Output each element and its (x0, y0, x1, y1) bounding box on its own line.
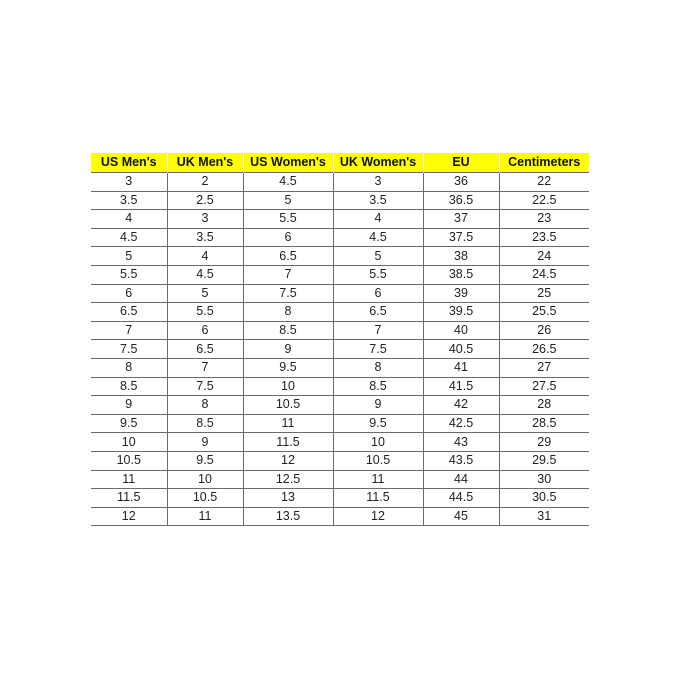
column-header-us-womens: US Women's (243, 153, 333, 173)
table-cell-uk-womens: 6.5 (333, 303, 423, 322)
table-cell-us-mens: 6 (91, 284, 167, 303)
table-cell-uk-mens: 10 (167, 470, 243, 489)
table-cell-us-mens: 4 (91, 210, 167, 229)
table-cell-uk-womens: 5.5 (333, 265, 423, 284)
table-cell-uk-mens: 4 (167, 247, 243, 266)
table-row (91, 228, 589, 247)
table-cell-centimeters: 26.5 (499, 340, 589, 359)
table-cell-uk-womens: 7 (333, 321, 423, 340)
table-row (91, 433, 589, 452)
table-cell-us-mens: 7 (91, 321, 167, 340)
table-cell-eu: 36.5 (423, 191, 499, 210)
column-header-uk-mens: UK Men's (167, 153, 243, 173)
table-cell-us-womens: 13.5 (243, 507, 333, 526)
table-cell-us-mens: 3.5 (91, 191, 167, 210)
table-cell-uk-womens: 6 (333, 284, 423, 303)
column-header-uk-womens: UK Women's (333, 153, 423, 173)
table-cell-us-mens: 5.5 (91, 265, 167, 284)
table-cell-centimeters: 25 (499, 284, 589, 303)
table-cell-uk-womens: 10 (333, 433, 423, 452)
table-cell-us-womens: 10.5 (243, 396, 333, 415)
table-cell-us-mens: 6.5 (91, 303, 167, 322)
table-cell-uk-mens: 2.5 (167, 191, 243, 210)
table-cell-centimeters: 31 (499, 507, 589, 526)
table-row (91, 451, 589, 470)
table-row (91, 414, 589, 433)
table-cell-us-womens: 6 (243, 228, 333, 247)
table-cell-uk-mens: 5 (167, 284, 243, 303)
column-header-centimeters: Centimeters (499, 153, 589, 173)
table-row (91, 191, 589, 210)
table-cell-centimeters: 25.5 (499, 303, 589, 322)
table-cell-centimeters: 28 (499, 396, 589, 415)
table-cell-us-womens: 8 (243, 303, 333, 322)
table-row (91, 173, 589, 192)
table-cell-uk-mens: 3 (167, 210, 243, 229)
table-cell-uk-womens: 3 (333, 173, 423, 192)
table-cell-uk-mens: 6.5 (167, 340, 243, 359)
table-cell-us-womens: 12 (243, 451, 333, 470)
table-cell-us-womens: 11 (243, 414, 333, 433)
table-cell-uk-womens: 11.5 (333, 489, 423, 508)
table-cell-uk-mens: 3.5 (167, 228, 243, 247)
table-row (91, 247, 589, 266)
table-cell-us-womens: 12.5 (243, 470, 333, 489)
table-cell-eu: 37 (423, 210, 499, 229)
table-cell-us-mens: 8.5 (91, 377, 167, 396)
table-cell-centimeters: 26 (499, 321, 589, 340)
table-cell-us-mens: 3 (91, 173, 167, 192)
table-cell-us-womens: 4.5 (243, 173, 333, 192)
table-cell-us-mens: 5 (91, 247, 167, 266)
table-cell-uk-mens: 4.5 (167, 265, 243, 284)
table-cell-eu: 39.5 (423, 303, 499, 322)
table-row (91, 396, 589, 415)
table-cell-uk-womens: 8 (333, 358, 423, 377)
table-cell-centimeters: 27 (499, 358, 589, 377)
column-header-eu: EU (423, 153, 499, 173)
table-cell-us-womens: 10 (243, 377, 333, 396)
table-row (91, 321, 589, 340)
table-cell-us-mens: 12 (91, 507, 167, 526)
table-cell-centimeters: 28.5 (499, 414, 589, 433)
table-cell-uk-womens: 8.5 (333, 377, 423, 396)
table-cell-eu: 45 (423, 507, 499, 526)
table-cell-uk-mens: 7.5 (167, 377, 243, 396)
table-cell-us-womens: 5.5 (243, 210, 333, 229)
table-cell-us-mens: 8 (91, 358, 167, 377)
table-cell-uk-mens: 8.5 (167, 414, 243, 433)
table-cell-uk-womens: 4 (333, 210, 423, 229)
table-cell-eu: 38.5 (423, 265, 499, 284)
table-row (91, 507, 589, 526)
table-cell-centimeters: 23 (499, 210, 589, 229)
table-cell-uk-womens: 4.5 (333, 228, 423, 247)
table-cell-eu: 40 (423, 321, 499, 340)
table-cell-uk-mens: 5.5 (167, 303, 243, 322)
table-cell-uk-womens: 9.5 (333, 414, 423, 433)
table-body (91, 173, 589, 526)
table-cell-eu: 40.5 (423, 340, 499, 359)
column-header-us-mens: US Men's (91, 153, 167, 173)
table-cell-uk-mens: 11 (167, 507, 243, 526)
table-cell-uk-womens: 12 (333, 507, 423, 526)
table-cell-uk-womens: 3.5 (333, 191, 423, 210)
table-cell-uk-womens: 5 (333, 247, 423, 266)
table-row (91, 265, 589, 284)
table-cell-uk-mens: 7 (167, 358, 243, 377)
table-cell-eu: 38 (423, 247, 499, 266)
table-cell-uk-mens: 8 (167, 396, 243, 415)
table-cell-centimeters: 24.5 (499, 265, 589, 284)
table-cell-us-womens: 9 (243, 340, 333, 359)
table-cell-eu: 42 (423, 396, 499, 415)
table-cell-eu: 44.5 (423, 489, 499, 508)
table-cell-us-mens: 7.5 (91, 340, 167, 359)
table-row (91, 358, 589, 377)
table-cell-uk-mens: 9.5 (167, 451, 243, 470)
table-cell-us-mens: 11.5 (91, 489, 167, 508)
table-cell-centimeters: 22 (499, 173, 589, 192)
table-row (91, 470, 589, 489)
table-cell-us-womens: 9.5 (243, 358, 333, 377)
table-cell-uk-mens: 6 (167, 321, 243, 340)
table-cell-eu: 43.5 (423, 451, 499, 470)
table-cell-us-mens: 4.5 (91, 228, 167, 247)
table-cell-centimeters: 23.5 (499, 228, 589, 247)
table-cell-centimeters: 30.5 (499, 489, 589, 508)
table-cell-uk-mens: 10.5 (167, 489, 243, 508)
table-cell-uk-mens: 2 (167, 173, 243, 192)
table-cell-us-womens: 7.5 (243, 284, 333, 303)
table-row (91, 340, 589, 359)
table-cell-us-womens: 8.5 (243, 321, 333, 340)
table-cell-us-mens: 9 (91, 396, 167, 415)
table-row (91, 210, 589, 229)
table-cell-us-womens: 5 (243, 191, 333, 210)
table-row (91, 303, 589, 322)
table-cell-us-womens: 6.5 (243, 247, 333, 266)
table-cell-eu: 37.5 (423, 228, 499, 247)
size-conversion-table (91, 153, 589, 526)
table-cell-centimeters: 30 (499, 470, 589, 489)
table-cell-uk-mens: 9 (167, 433, 243, 452)
table-row (91, 489, 589, 508)
table-cell-uk-womens: 11 (333, 470, 423, 489)
table-cell-eu: 41.5 (423, 377, 499, 396)
table-cell-us-mens: 10 (91, 433, 167, 452)
table-cell-eu: 44 (423, 470, 499, 489)
table-cell-centimeters: 22.5 (499, 191, 589, 210)
header-row (91, 153, 589, 173)
table-row (91, 377, 589, 396)
table-cell-centimeters: 29.5 (499, 451, 589, 470)
table-row (91, 284, 589, 303)
table-cell-us-womens: 11.5 (243, 433, 333, 452)
table-cell-centimeters: 27.5 (499, 377, 589, 396)
table-cell-centimeters: 24 (499, 247, 589, 266)
table-cell-us-womens: 13 (243, 489, 333, 508)
table-cell-uk-womens: 10.5 (333, 451, 423, 470)
table-cell-us-womens: 7 (243, 265, 333, 284)
table-cell-eu: 39 (423, 284, 499, 303)
table-cell-eu: 36 (423, 173, 499, 192)
table-cell-us-mens: 11 (91, 470, 167, 489)
table-cell-eu: 41 (423, 358, 499, 377)
table-cell-uk-womens: 7.5 (333, 340, 423, 359)
table-cell-centimeters: 29 (499, 433, 589, 452)
table-cell-eu: 42.5 (423, 414, 499, 433)
table-cell-us-mens: 10.5 (91, 451, 167, 470)
table-cell-uk-womens: 9 (333, 396, 423, 415)
table-cell-us-mens: 9.5 (91, 414, 167, 433)
table-cell-eu: 43 (423, 433, 499, 452)
table-header (91, 153, 589, 173)
